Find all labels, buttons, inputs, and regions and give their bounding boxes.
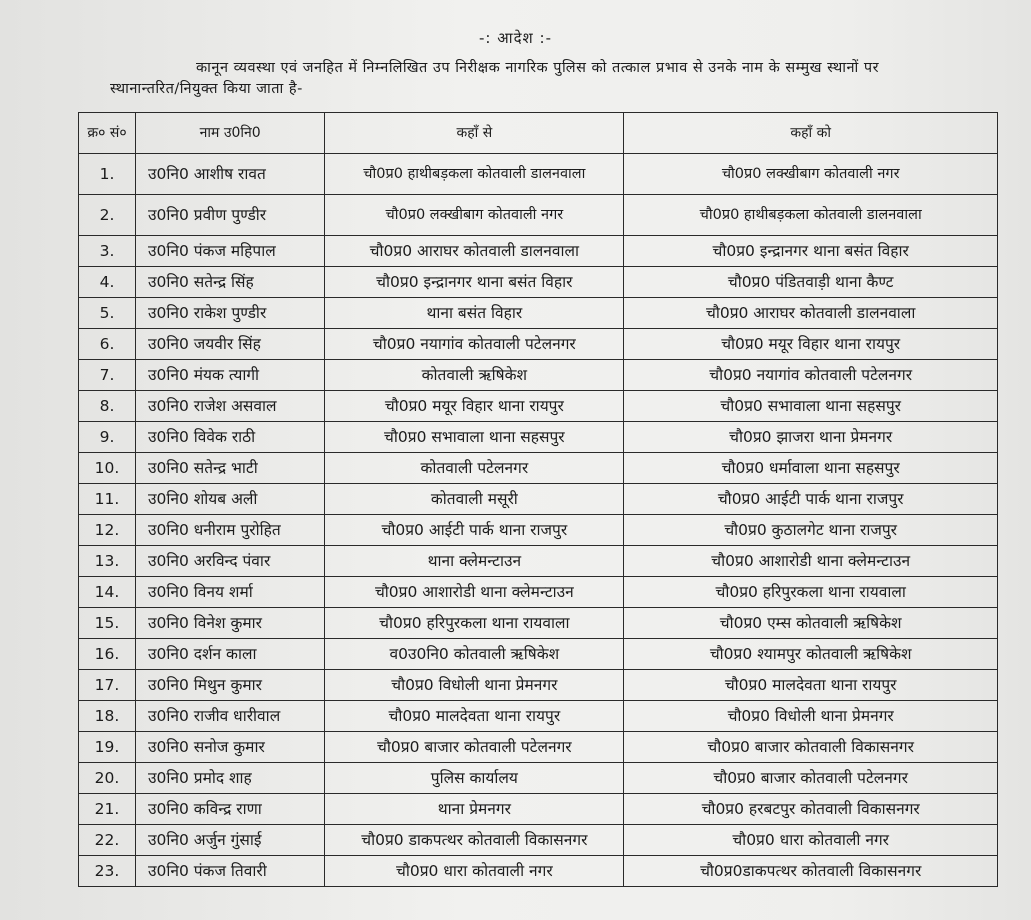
order-heading: -: आदेश :-: [479, 29, 552, 47]
cell-serial-number: 18.: [79, 701, 136, 732]
cell-serial-number: 3.: [79, 236, 136, 267]
cell-from-location: थाना प्रेमनगर: [325, 794, 624, 825]
table-row: [79, 360, 998, 391]
cell-serial-number: 14.: [79, 577, 136, 608]
cell-serial-number: 7.: [79, 360, 136, 391]
cell-from-location: चौ0प्र0 डाकपत्थर कोतवाली विकासनगर: [325, 825, 624, 856]
cell-officer-name: उ0नि0 मिथुन कुमार: [135, 670, 324, 701]
header-to: कहाँ को: [624, 113, 998, 154]
table-header-row: [79, 113, 998, 154]
cell-serial-number: 4.: [79, 267, 136, 298]
table-row: [79, 267, 998, 298]
cell-from-location: चौ0प्र0 बाजार कोतवाली पटेलनगर: [325, 732, 624, 763]
table-row: [79, 608, 998, 639]
cell-to-location: चौ0प्र0 हरिपुरकला थाना रायवाला: [624, 577, 998, 608]
cell-from-location: चौ0प्र0 मालदेवता थाना रायपुर: [325, 701, 624, 732]
cell-from-location: चौ0प्र0 आराघर कोतवाली डालनवाला: [325, 236, 624, 267]
cell-officer-name: उ0नि0 अरविन्द पंवार: [135, 546, 324, 577]
cell-from-location: चौ0प्र0 हरिपुरकला थाना रायवाला: [325, 608, 624, 639]
cell-officer-name: उ0नि0 प्रवीण पुण्डीर: [135, 195, 324, 236]
cell-serial-number: 11.: [79, 484, 136, 515]
cell-to-location: चौ0प्र0 बाजार कोतवाली पटेलनगर: [624, 763, 998, 794]
cell-officer-name: उ0नि0 सतेन्द्र सिंह: [135, 267, 324, 298]
cell-to-location: चौ0प्र0 श्यामपुर कोतवाली ऋषिकेश: [624, 639, 998, 670]
cell-to-location: चौ0प्र0 आशारोडी थाना क्लेमन्टाउन: [624, 546, 998, 577]
header-from: कहाँ से: [325, 113, 624, 154]
table-row: [79, 195, 998, 236]
order-intro-paragraph: कानून व्यवस्था एवं जनहित में निम्नलिखित उप निरीक्षक नागरिक पुलिस को तत्काल प्रभाव से उनके नाम के सम्मुख स्थानों पर स्थानान्तरित/नियुक्त किया जाता है-: [110, 60, 880, 97]
cell-from-location: चौ0प्र0 नयागांव कोतवाली पटेलनगर: [325, 329, 624, 360]
cell-from-location: चौ0प्र0 विधोली थाना प्रेमनगर: [325, 670, 624, 701]
table-row: [79, 763, 998, 794]
cell-serial-number: 1.: [79, 154, 136, 195]
cell-to-location: चौ0प्र0 बाजार कोतवाली विकासनगर: [624, 732, 998, 763]
cell-serial-number: 17.: [79, 670, 136, 701]
cell-from-location: व0उ0नि0 कोतवाली ऋषिकेश: [325, 639, 624, 670]
cell-serial-number: 10.: [79, 453, 136, 484]
table-row: [79, 670, 998, 701]
transfer-table: [78, 112, 998, 887]
cell-from-location: चौ0प्र0 लक्खीबाग कोतवाली नगर: [325, 195, 624, 236]
table-row: [79, 236, 998, 267]
cell-serial-number: 23.: [79, 856, 136, 887]
table-row: [79, 298, 998, 329]
cell-from-location: पुलिस कार्यालय: [325, 763, 624, 794]
table-row: [79, 701, 998, 732]
cell-serial-number: 22.: [79, 825, 136, 856]
cell-officer-name: उ0नि0 धनीराम पुरोहित: [135, 515, 324, 546]
cell-to-location: चौ0प्र0 धारा कोतवाली नगर: [624, 825, 998, 856]
cell-to-location: चौ0प्र0 हाथीबड़कला कोतवाली डालनवाला: [624, 195, 998, 236]
table-row: [79, 639, 998, 670]
cell-officer-name: उ0नि0 राकेश पुण्डीर: [135, 298, 324, 329]
cell-officer-name: उ0नि0 शोयब अली: [135, 484, 324, 515]
cell-to-location: चौ0प्र0 आराघर कोतवाली डालनवाला: [624, 298, 998, 329]
cell-serial-number: 6.: [79, 329, 136, 360]
cell-serial-number: 19.: [79, 732, 136, 763]
cell-to-location: चौ0प्र0 कुठालगेट थाना राजपुर: [624, 515, 998, 546]
cell-officer-name: उ0नि0 मंयक त्यागी: [135, 360, 324, 391]
cell-serial-number: 20.: [79, 763, 136, 794]
cell-officer-name: उ0नि0 सतेन्द्र भाटी: [135, 453, 324, 484]
cell-to-location: चौ0प्र0 आईटी पार्क थाना राजपुर: [624, 484, 998, 515]
cell-officer-name: उ0नि0 विवेक राठी: [135, 422, 324, 453]
cell-to-location: चौ0प्र0 धर्मावाला थाना सहसपुर: [624, 453, 998, 484]
cell-from-location: कोतवाली ऋषिकेश: [325, 360, 624, 391]
cell-serial-number: 5.: [79, 298, 136, 329]
cell-to-location: चौ0प्र0 विधोली थाना प्रेमनगर: [624, 701, 998, 732]
cell-officer-name: उ0नि0 पंकज महिपाल: [135, 236, 324, 267]
table-row: [79, 577, 998, 608]
header-name: नाम उ0नि0: [135, 113, 324, 154]
table-body: [79, 154, 998, 887]
cell-from-location: चौ0प्र0 आईटी पार्क थाना राजपुर: [325, 515, 624, 546]
cell-from-location: कोतवाली पटेलनगर: [325, 453, 624, 484]
cell-to-location: चौ0प्र0 इन्द्रानगर थाना बसंत विहार: [624, 236, 998, 267]
cell-to-location: चौ0प्र0 पंडितवाड़ी थाना कैण्ट: [624, 267, 998, 298]
table-row: [79, 546, 998, 577]
cell-serial-number: 15.: [79, 608, 136, 639]
table-row: [79, 391, 998, 422]
header-serial-number: क्र० सं०: [79, 113, 136, 154]
cell-officer-name: उ0नि0 राजीव धारीवाल: [135, 701, 324, 732]
table-row: [79, 794, 998, 825]
cell-serial-number: 21.: [79, 794, 136, 825]
cell-officer-name: उ0नि0 प्रमोद शाह: [135, 763, 324, 794]
table-row: [79, 515, 998, 546]
cell-officer-name: उ0नि0 जयवीर सिंह: [135, 329, 324, 360]
table-row: [79, 329, 998, 360]
cell-from-location: थाना क्लेमन्टाउन: [325, 546, 624, 577]
cell-serial-number: 8.: [79, 391, 136, 422]
cell-from-location: चौ0प्र0 आशारोडी थाना क्लेमन्टाउन: [325, 577, 624, 608]
table-row: [79, 154, 998, 195]
cell-serial-number: 16.: [79, 639, 136, 670]
table-row: [79, 484, 998, 515]
cell-officer-name: उ0नि0 सनोज कुमार: [135, 732, 324, 763]
cell-from-location: कोतवाली मसूरी: [325, 484, 624, 515]
table-row: [79, 422, 998, 453]
cell-from-location: चौ0प्र0 मयूर विहार थाना रायपुर: [325, 391, 624, 422]
cell-officer-name: उ0नि0 कविन्द्र राणा: [135, 794, 324, 825]
cell-to-location: चौ0प्र0 हरबटपुर कोतवाली विकासनगर: [624, 794, 998, 825]
cell-to-location: चौ0प्र0 झाजरा थाना प्रेमनगर: [624, 422, 998, 453]
cell-officer-name: उ0नि0 राजेश असवाल: [135, 391, 324, 422]
cell-serial-number: 12.: [79, 515, 136, 546]
cell-to-location: चौ0प्र0 लक्खीबाग कोतवाली नगर: [624, 154, 998, 195]
cell-serial-number: 2.: [79, 195, 136, 236]
cell-officer-name: उ0नि0 दर्शन काला: [135, 639, 324, 670]
cell-from-location: चौ0प्र0 सभावाला थाना सहसपुर: [325, 422, 624, 453]
table-row: [79, 856, 998, 887]
cell-from-location: चौ0प्र0 धारा कोतवाली नगर: [325, 856, 624, 887]
cell-to-location: चौ0प्र0 एम्स कोतवाली ऋषिकेश: [624, 608, 998, 639]
cell-from-location: थाना बसंत विहार: [325, 298, 624, 329]
cell-officer-name: उ0नि0 अर्जुन गुंसाई: [135, 825, 324, 856]
cell-to-location: चौ0प्र0 मयूर विहार थाना रायपुर: [624, 329, 998, 360]
cell-serial-number: 13.: [79, 546, 136, 577]
cell-officer-name: उ0नि0 पंकज तिवारी: [135, 856, 324, 887]
table-row: [79, 453, 998, 484]
cell-officer-name: उ0नि0 आशीष रावत: [135, 154, 324, 195]
cell-to-location: चौ0प्र0डाकपत्थर कोतवाली विकासनगर: [624, 856, 998, 887]
cell-officer-name: उ0नि0 विनेश कुमार: [135, 608, 324, 639]
table-row: [79, 825, 998, 856]
cell-to-location: चौ0प्र0 सभावाला थाना सहसपुर: [624, 391, 998, 422]
cell-to-location: चौ0प्र0 नयागांव कोतवाली पटेलनगर: [624, 360, 998, 391]
table-row: [79, 732, 998, 763]
cell-to-location: चौ0प्र0 मालदेवता थाना रायपुर: [624, 670, 998, 701]
cell-from-location: चौ0प्र0 इन्द्रानगर थाना बसंत विहार: [325, 267, 624, 298]
cell-serial-number: 9.: [79, 422, 136, 453]
cell-from-location: चौ0प्र0 हाथीबड़कला कोतवाली डालनवाला: [325, 154, 624, 195]
cell-officer-name: उ0नि0 विनय शर्मा: [135, 577, 324, 608]
